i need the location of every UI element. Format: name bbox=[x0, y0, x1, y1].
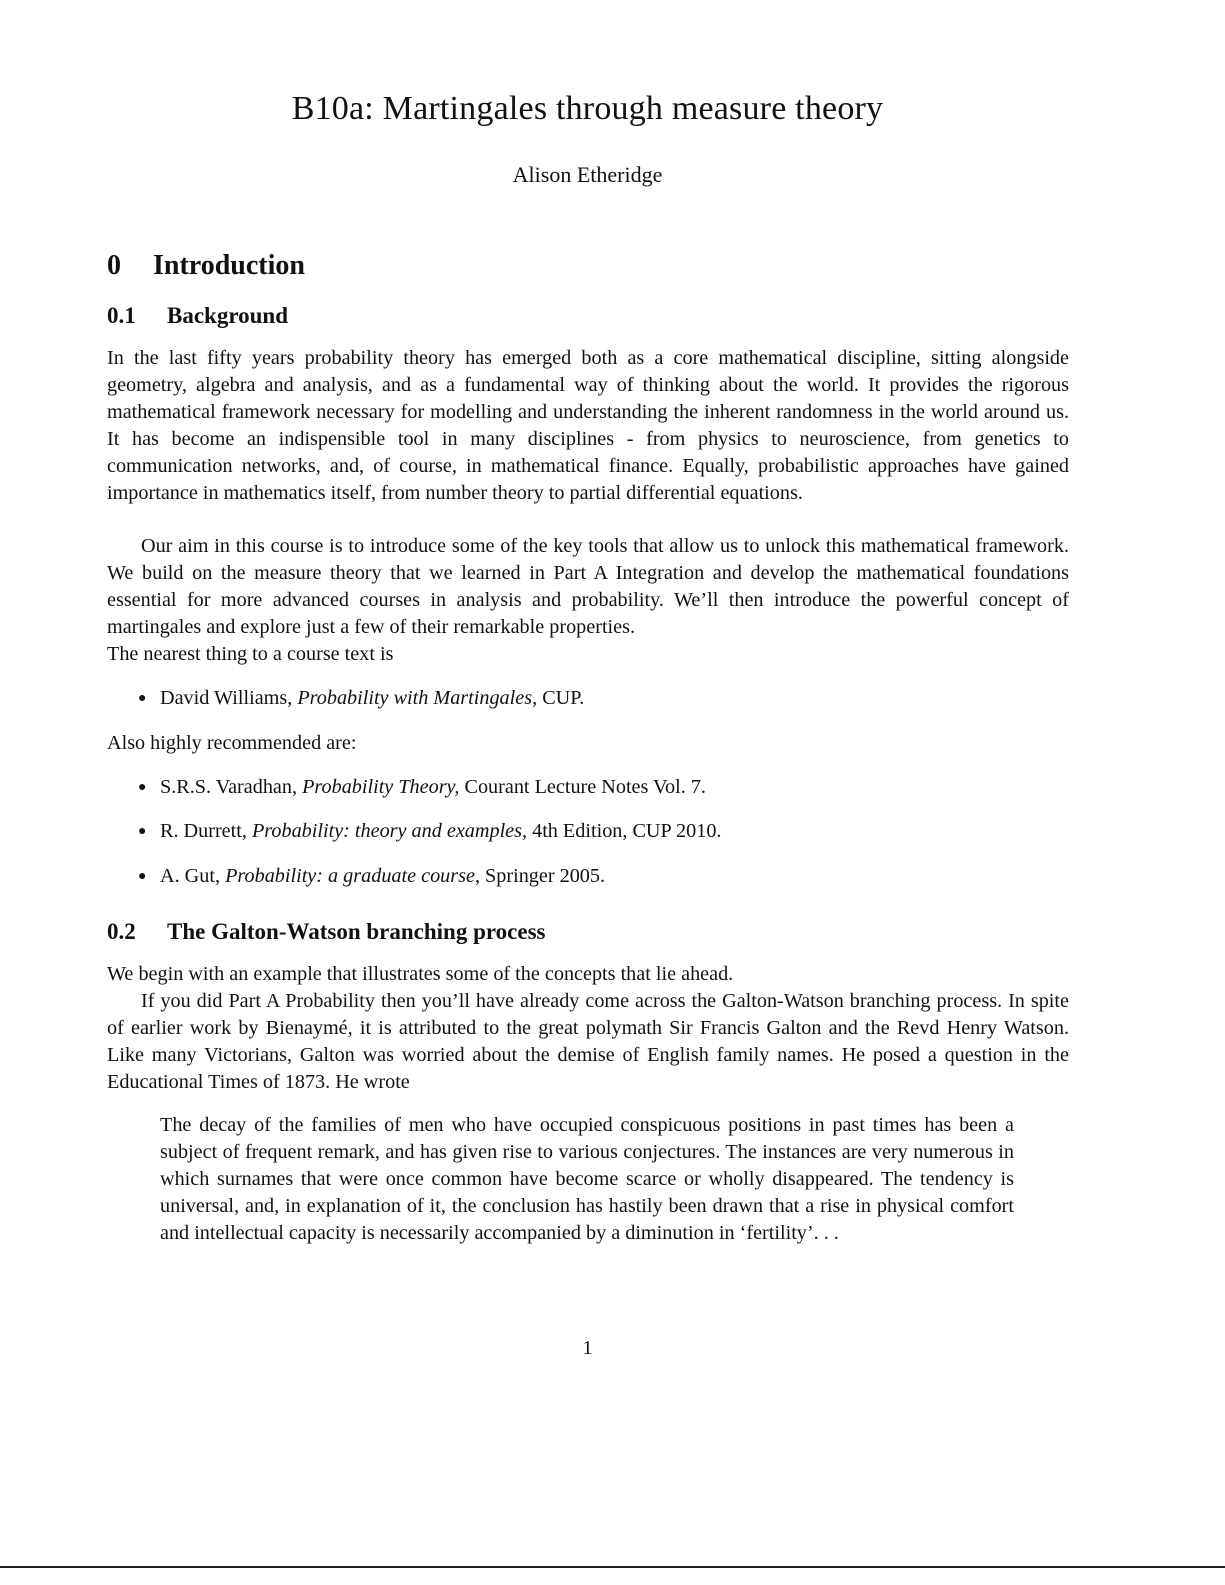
subsection-heading-background bbox=[107, 303, 288, 329]
galton-paragraph-1: We begin with an example that illustrates some of the concepts that lie ahead. bbox=[107, 963, 734, 985]
galton-paragraph-2-text: If you did Part A Probability then you’ll have already come across the Galton-Watson branching process. In spite of earlier work by Bienaymé, it is attributed to the great polymath Sir Francis Galton and the Revd Henry Watson. Like many Victorians, Galton was worried about the demise of English family names. He posed a question in the Educational Times of 1873. He wrote bbox=[107, 990, 1069, 1093]
reference-item: ● R. Durrett, Probability: theory and examples, 4th Edition, CUP 2010. bbox=[138, 818, 721, 845]
subsection-title: The Galton-Watson branching process bbox=[167, 919, 546, 944]
bullet-icon: ● bbox=[138, 780, 147, 795]
bullet-icon: ● bbox=[138, 691, 147, 706]
subsection-title: Background bbox=[167, 303, 289, 328]
section-number: 0 bbox=[107, 250, 121, 281]
background-paragraph-2-text: Our aim in this course is to introduce some of the key tools that allow us to unlock this mathematical framework. We build on the measure theory that we learned in Part A Integration and develop the mathematical foundations essential for more advanced courses in analysis and probability. We’ll then introduce the powerful concept of martingales and explore just a few of their remarkable properties. bbox=[107, 535, 1069, 638]
background-paragraph-1: In the last fifty years probability theory has emerged both as a core mathematical discipline, sitting alongside geometry, algebra and analysis, and as a fundamental way of thinking about the world. It provides the rigorous mathematical framework necessary for modelling and understanding the inherent randomness in the world around us. It has become an indispensible tool in many disciplines - from physics to neuroscience, from genetics to communication networks, and, of course, in mathematical finance. Equally, probabilistic approaches have gained importance in mathematics itself, from number theory to partial differential equations. bbox=[107, 347, 1069, 504]
document-author: Alison Etheridge bbox=[512, 162, 663, 187]
bullet-icon: ● bbox=[138, 824, 147, 839]
bullet-icon: ● bbox=[138, 869, 147, 884]
page-bottom-divider bbox=[0, 1566, 1225, 1568]
subsection-number: 0.2 bbox=[107, 919, 136, 944]
course-text-item: ● David Williams, Probability with Martingales, CUP. bbox=[138, 685, 584, 712]
galton-paragraph-2 bbox=[107, 988, 1069, 1096]
reference-item: ● S.R.S. Varadhan, Probability Theory, Courant Lecture Notes Vol. 7. bbox=[138, 774, 706, 801]
subsection-heading-galton-watson bbox=[107, 919, 546, 945]
subsection-number: 0.1 bbox=[107, 303, 136, 328]
page-number: 1 bbox=[582, 1337, 593, 1359]
section-heading-introduction bbox=[107, 250, 305, 282]
background-paragraph-2 bbox=[107, 533, 1069, 641]
section-title: Introduction bbox=[153, 250, 305, 281]
also-recommended-text: Also highly recommended are: bbox=[107, 732, 357, 754]
document-title: B10a: Martingales through measure theory bbox=[291, 90, 884, 127]
course-text-lead: The nearest thing to a course text is bbox=[107, 643, 394, 665]
galton-quote: The decay of the families of men who have occupied conspicuous positions in past times has been a subject of frequent remark, and has given rise to various conjectures. The instances are very numerous in which surnames that were once common have become scarce or wholly disappeared. The tendency is universal, and, in explanation of it, the conclusion has hastily been drawn that a rise in physical comfort and intellectual capacity is necessarily accompanied by a diminution in ‘fertility’. . . bbox=[160, 1114, 1014, 1244]
reference-item: ● A. Gut, Probability: a graduate course, Springer 2005. bbox=[138, 863, 605, 890]
